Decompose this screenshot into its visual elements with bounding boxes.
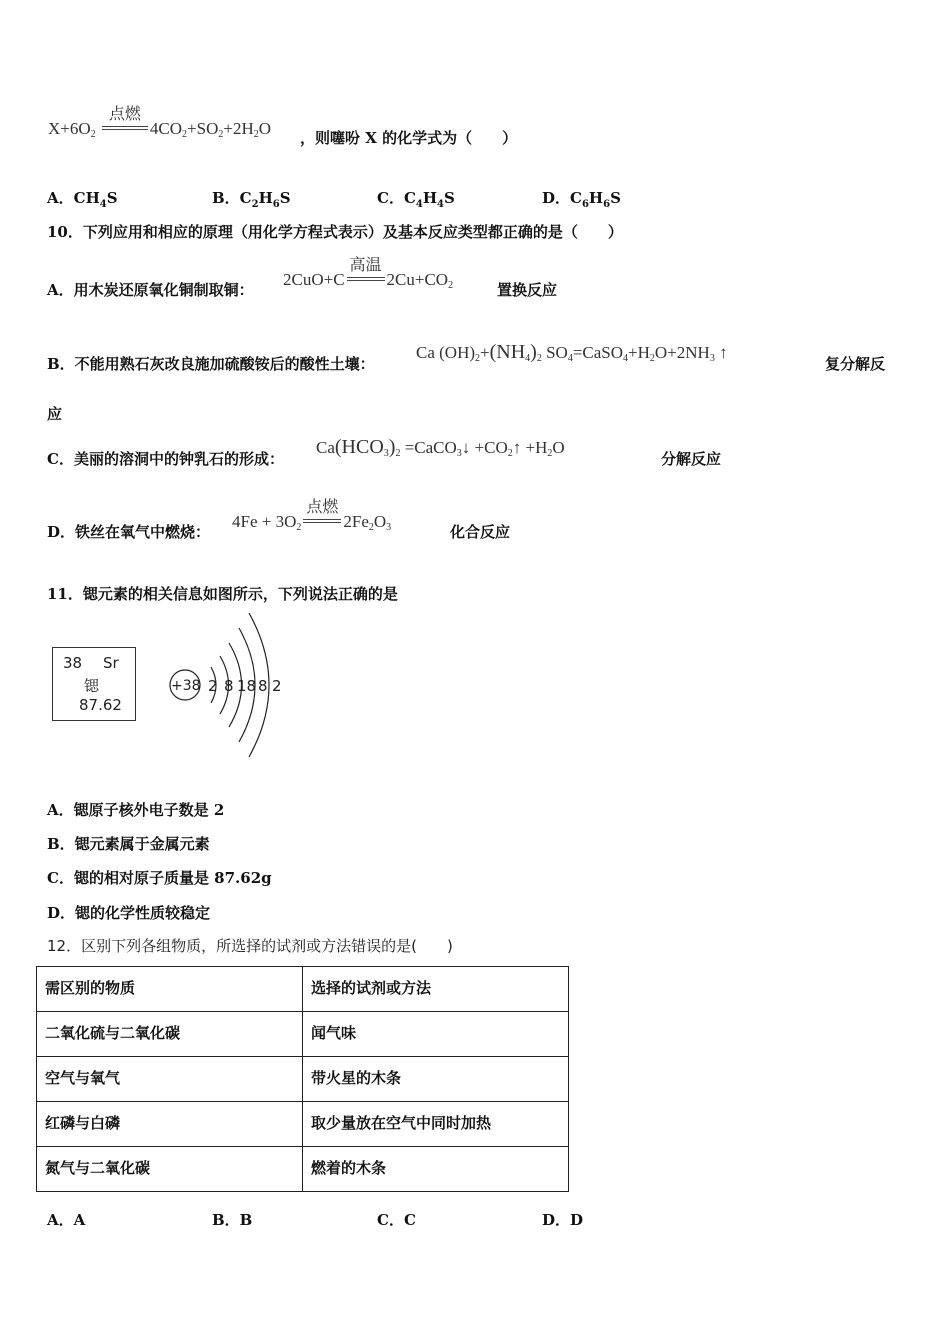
shell-electrons-3: 18	[237, 677, 257, 695]
table-header-cell: 选择的试剂或方法	[303, 967, 569, 1012]
table-row	[37, 1147, 569, 1192]
q10-c-equation: $Ca(HCO_3)_2$ =CaCO$_3$↓ $+CO_2↑ +H_2O$	[316, 436, 565, 459]
table-row	[37, 1057, 569, 1102]
table-cell: 闻气味	[303, 1012, 569, 1057]
atomic-number: 38	[63, 654, 83, 672]
q10-a-equation: 2CuO+C 高温 $2Cu+CO_2$	[283, 255, 454, 291]
q10-b-equation: Ca $(OH)_2+(NH_4)_2$ $SO_4=CaSO_4+H_2O+2NH_3$ ↑	[416, 341, 728, 364]
nucleus-charge: +38	[171, 678, 201, 694]
q11-option-d[interactable]: D．锶的化学性质较稳定	[47, 904, 211, 922]
table-cell: 燃着的木条	[303, 1147, 569, 1192]
q10-option-c[interactable]: C．美丽的溶洞中的钟乳石的形成：	[47, 450, 284, 468]
q12-option-c[interactable]: C．C	[377, 1211, 416, 1229]
table-cell: 氮气与二氧化碳	[37, 1147, 303, 1192]
q10-option-d[interactable]: D．铁丝在氧气中燃烧：	[47, 523, 211, 541]
table-row	[37, 1012, 569, 1057]
q10-d-equation: $4Fe + 3O_2$ 点燃 $2Fe_2O_3$	[232, 497, 392, 533]
element-card	[52, 647, 136, 721]
q11-option-b[interactable]: B．锶元素属于金属元素	[47, 835, 210, 853]
element-symbol: Sr	[103, 654, 119, 672]
q12-option-a[interactable]: A．A	[47, 1211, 86, 1229]
q9-option-b[interactable]: B．$C_2H_6S$	[212, 189, 291, 210]
q9-condition: 点燃	[102, 119, 148, 139]
table-header-row	[37, 967, 569, 1012]
q9-stem: ，则噻吩 X 的化学式为（ ）	[300, 129, 518, 147]
q11-option-c[interactable]: C．锶的相对原子质量是 87.62g	[47, 869, 272, 887]
q11-stem: 11．锶元素的相关信息如图所示，下列说法正确的是	[47, 585, 398, 603]
table-cell: 带火星的木条	[303, 1057, 569, 1102]
q9-option-d[interactable]: D．$C_6H_6S$	[542, 189, 621, 210]
table-cell: 二氧化硫与二氧化碳	[37, 1012, 303, 1057]
shell-electrons-5: 2	[272, 677, 282, 695]
q11-option-a[interactable]: A．锶原子核外电子数是 2	[47, 801, 225, 819]
table-cell: 取少量放在空气中同时加热	[303, 1102, 569, 1147]
q10-stem: 10．下列应用和相应的原理（用化学方程式表示）及基本反应类型都正确的是（ ）	[47, 223, 623, 241]
q10-option-a[interactable]: A．用木炭还原氧化铜制取铜：	[47, 281, 254, 299]
shell-electrons-4: 8	[258, 677, 268, 695]
table-header-cell: 需区别的物质	[37, 967, 303, 1012]
q12-option-d[interactable]: D．D	[542, 1211, 584, 1229]
q10-c-type: 分解反应	[661, 450, 722, 468]
q9-equation: $X+6O_2$ 点燃 $4CO_2+SO_2+2H_2O$	[48, 104, 272, 140]
atomic-mass: 87.62	[79, 696, 122, 714]
shell-electrons-2: 8	[224, 677, 234, 695]
table-cell: 空气与氧气	[37, 1057, 303, 1102]
q10-b-type: 复分解反	[825, 355, 886, 373]
element-name: 锶	[84, 677, 100, 695]
shell-electrons-1: 2	[208, 677, 218, 695]
q10-d-type: 化合反应	[450, 523, 511, 541]
q10-b-type-wrap: 应	[47, 405, 63, 423]
q12-stem: 12．区别下列各组物质，所选择的试剂或方法错误的是( )	[47, 937, 453, 955]
q9-option-c[interactable]: C．$C_4H_4S$	[377, 189, 455, 210]
q9-option-a[interactable]: A．$CH_4S$	[47, 189, 118, 210]
table-row	[37, 1102, 569, 1147]
q12-table	[36, 966, 569, 1192]
table-cell: 红磷与白磷	[37, 1102, 303, 1147]
q10-option-b[interactable]: B．不能用熟石灰改良施加硫酸铵后的酸性土壤：	[47, 355, 375, 373]
q12-option-b[interactable]: B．B	[212, 1211, 253, 1229]
q10-a-type: 置换反应	[497, 281, 558, 299]
